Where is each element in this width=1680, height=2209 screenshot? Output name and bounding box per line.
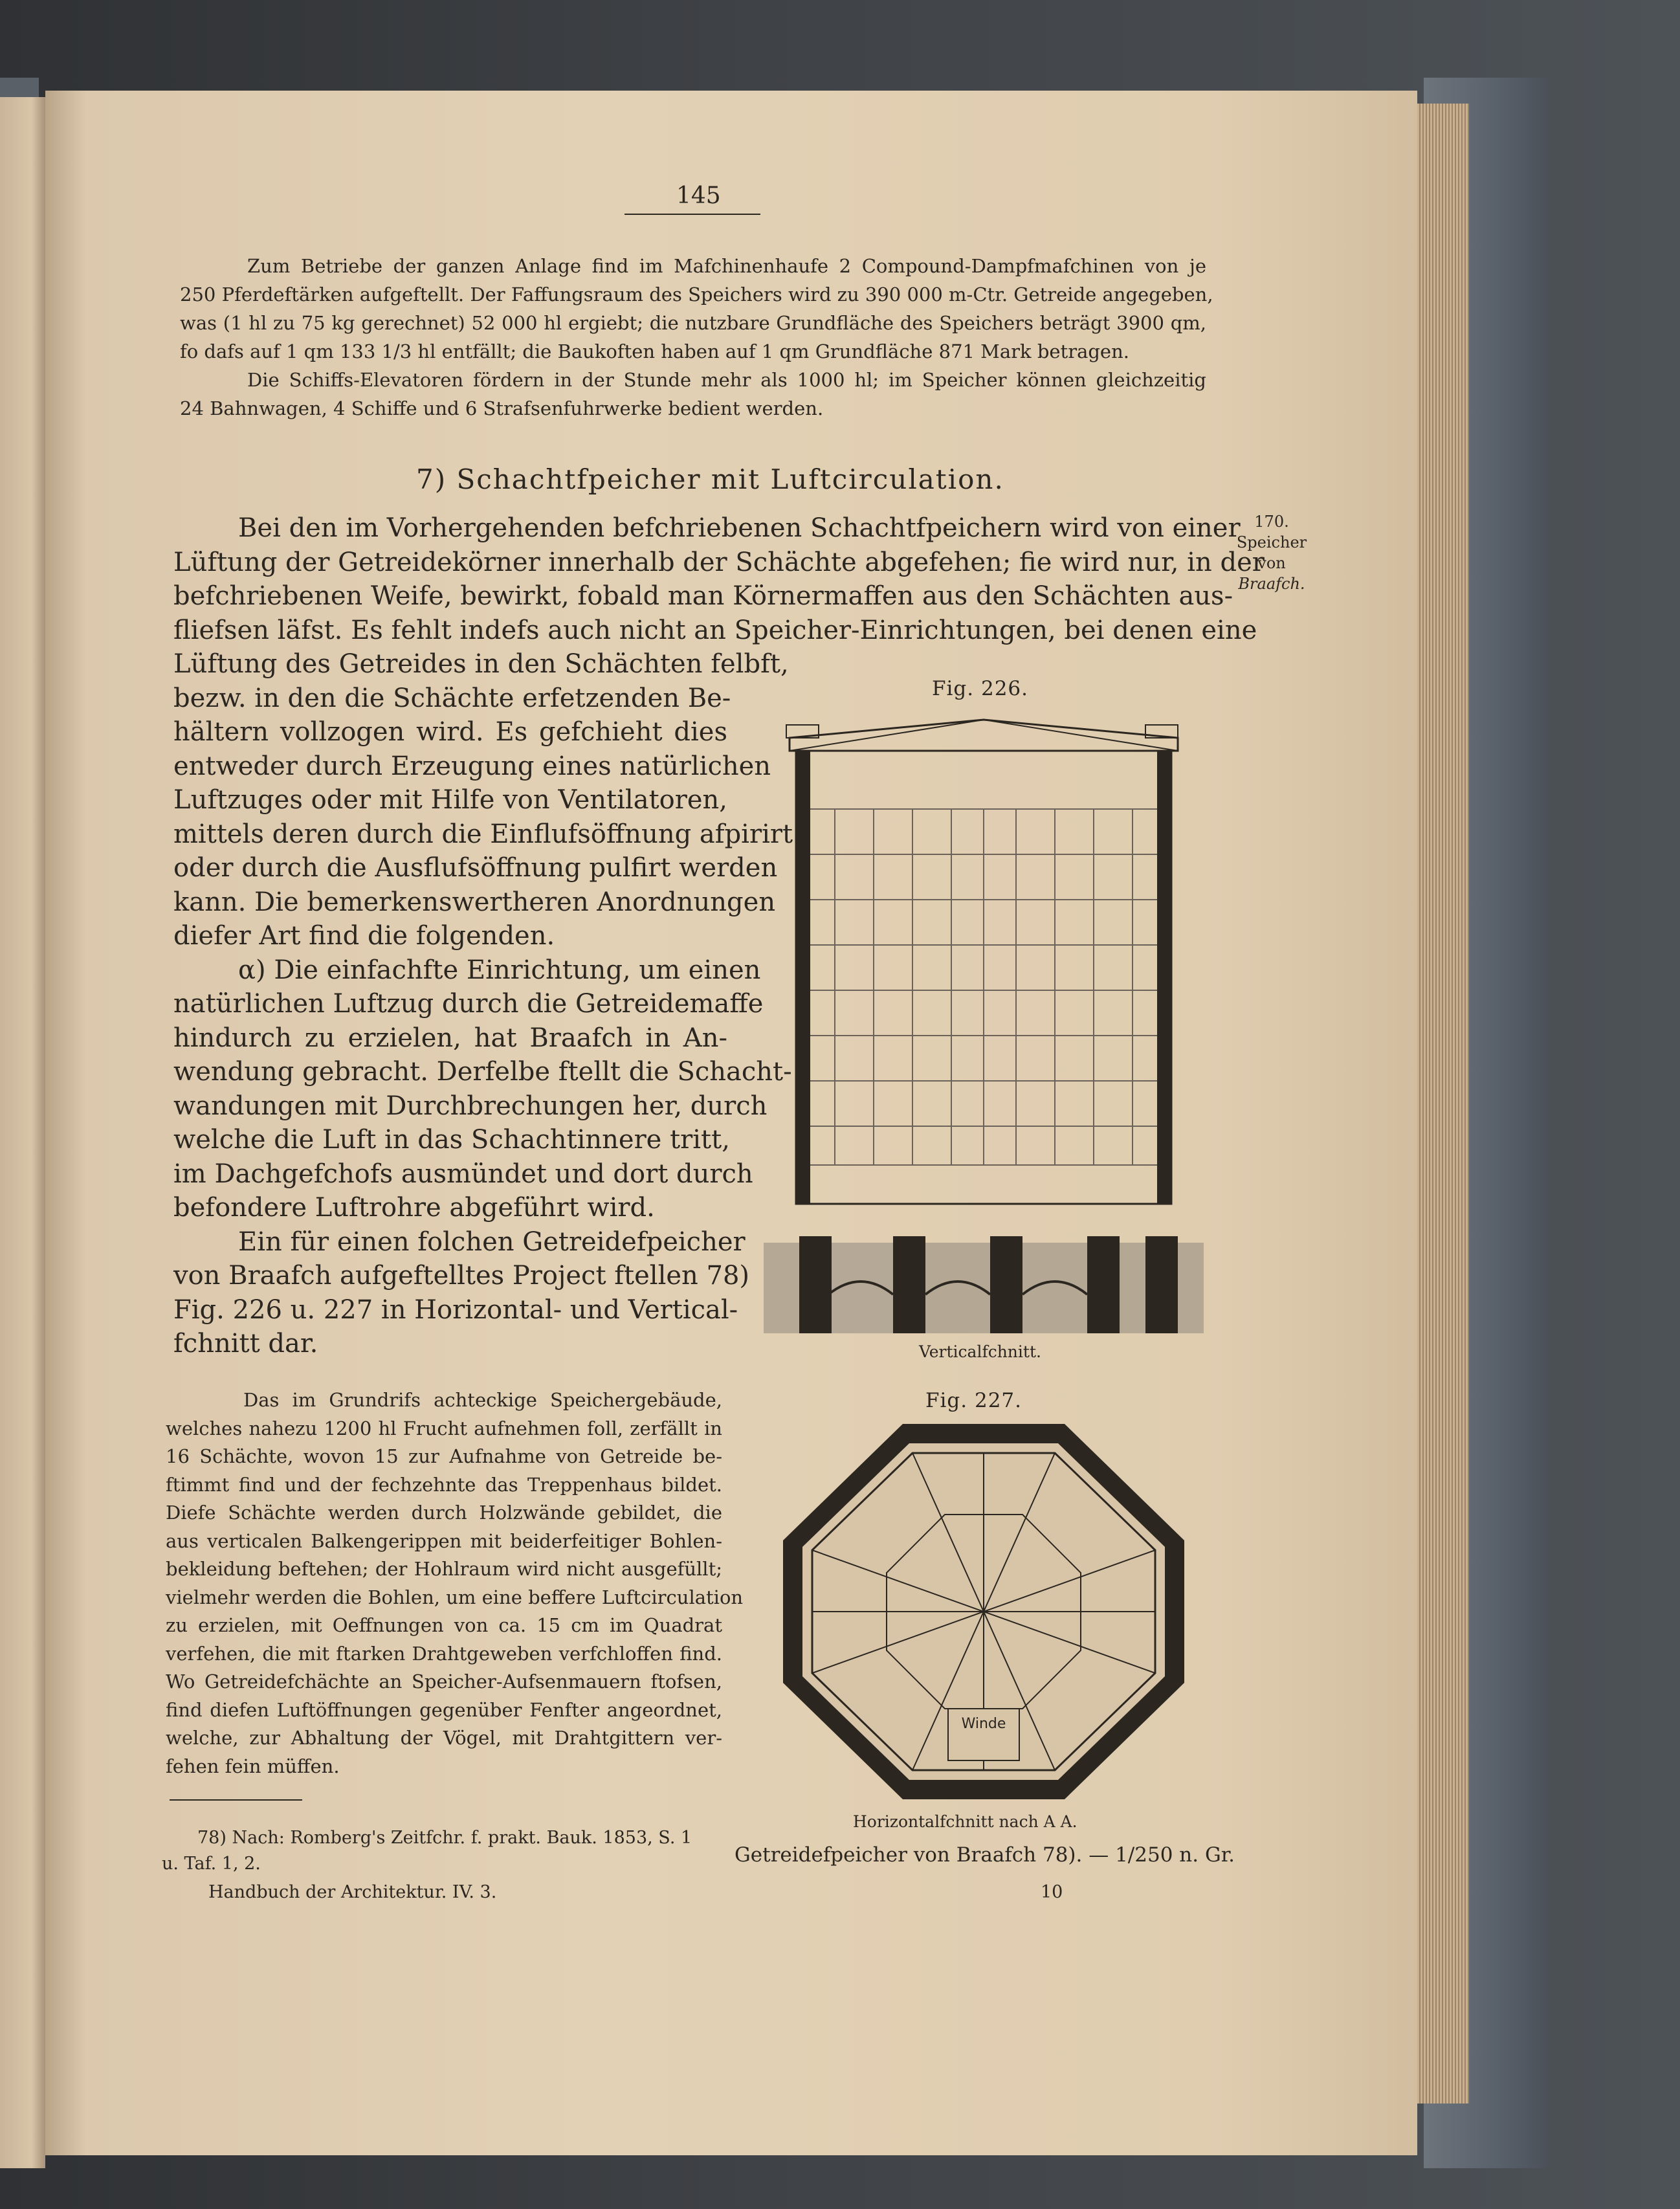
- footer-left: Handbuch der Architektur. IV. 3.: [208, 1882, 497, 1902]
- text-line: Diefe Schächte werden durch Holzwände gebildet, die: [166, 1502, 722, 1524]
- text-line: welche die Luft in das Schachtinnere tritt,: [173, 1125, 730, 1155]
- small-text-narrow: [166, 1386, 744, 1781]
- text-line: vielmehr werden die Bohlen, um eine beffere Luftcirculation: [166, 1586, 744, 1608]
- text-line: Lüftung der Getreidekörner innerhalb der Schächte abgefehen; fie wird nur, in der: [173, 547, 1265, 577]
- margin-note-line: Braafch.: [1238, 575, 1305, 593]
- text-line: welches nahezu 1200 hl Frucht aufnehmen foll, zerfällt in: [166, 1417, 722, 1439]
- text-line: hältern vollzogen wird. Es gefchieht dies: [173, 717, 727, 747]
- text-line: 250 Pferdeftärken aufgeftellt. Der Faffungsraum des Speichers wird zu 390 000 m-Ctr. Getreide angegeben,: [180, 283, 1213, 305]
- text-line: Das im Grundrifs achteckige Speichergebäude,: [243, 1389, 722, 1411]
- text-line: fo dafs auf 1 qm 133 1/3 hl entfällt; die Baukoften haben auf 1 qm Grundfläche 871 Mark betragen.: [180, 340, 1129, 362]
- text-line: aus verticalen Balkengerippen mit beiderfeitiger Bohlen-: [166, 1529, 722, 1552]
- margin-note-line: Speicher: [1236, 533, 1307, 551]
- figures-caption: Getreidefpeicher von Braafch 78). — 1/250 n. Gr.: [735, 1843, 1235, 1867]
- text-line: mittels deren durch die Einflufsöffnung afpirirt: [173, 819, 793, 849]
- winde-label: Winde: [961, 1716, 1006, 1732]
- text-line: Die Schiffs-Elevatoren fördern in der Stunde mehr als 1000 hl; im Speicher können gleichzeitig: [247, 369, 1206, 391]
- page-number-rule: [624, 214, 760, 215]
- text-line: Luftzuges oder mit Hilfe von Ventilatoren,: [173, 785, 727, 815]
- text-line: natürlichen Luftzug durch die Getreidemaffe: [173, 989, 764, 1019]
- figure-227-label: Fig. 227.: [925, 1389, 1022, 1412]
- text-line: welche, zur Abhaltung der Vögel, mit Drahtgittern ver-: [166, 1727, 722, 1749]
- text-line: entweder durch Erzeugung eines natürlichen: [173, 751, 771, 781]
- text-line: fchnitt dar.: [173, 1329, 318, 1359]
- page-number: 145: [676, 183, 721, 209]
- margin-note-line: 170.: [1254, 513, 1289, 531]
- text-line: von Braafch aufgeftelltes Project ftellen 78): [173, 1261, 750, 1291]
- text-line: im Dachgefchofs ausmündet und dort durch: [173, 1159, 753, 1189]
- footnote-line: 78) Nach: Romberg's Zeitfchr. f. prakt. Bauk. 1853, S. 1: [197, 1828, 692, 1848]
- text-line: Wo Getreidefchächte an Speicher-Aufsenmauern ftofsen,: [166, 1671, 722, 1693]
- text-line: Fig. 226 u. 227 in Horizontal- und Vertical-: [173, 1294, 738, 1325]
- text-line: kann. Die bemerkenswertheren Anordnungen: [173, 887, 776, 917]
- section-heading: 7) Schachtfpeicher mit Luftcirculation.: [416, 463, 1004, 495]
- text-line: α) Die einfachfte Einrichtung, um einen: [238, 955, 761, 985]
- text-line: hindurch zu erzielen, hat Braafch in An-: [173, 1023, 727, 1053]
- text-line: oder durch die Ausflufsöffnung pulfirt werden: [173, 853, 778, 883]
- figure-227-horizontal-section: [777, 1417, 1191, 1806]
- text-line: fliefsen läfst. Es fehlt indefs auch nicht an Speicher-Einrichtungen, bei denen eine: [173, 615, 1257, 645]
- text-line: Bei den im Vorhergehenden befchriebenen Schachtfpeichern wird von einer: [238, 513, 1241, 543]
- text-line: befondere Luftrohre abgeführt wird.: [173, 1193, 655, 1223]
- text-line: wandungen mit Durchbrechungen her, durch: [173, 1091, 768, 1121]
- text-line: ftimmt find und der fechzehnte das Treppenhaus bildet.: [166, 1473, 722, 1496]
- footnote-rule: [170, 1799, 302, 1801]
- text-line: bezw. in den die Schächte erfetzenden Be-: [173, 683, 731, 713]
- body-text-full: [173, 511, 1265, 647]
- figure-226-vertical-section: [751, 712, 1217, 1333]
- figure-226-caption: Verticalfchnitt.: [919, 1342, 1041, 1361]
- figure-226-label: Fig. 226.: [932, 677, 1028, 700]
- text-line: fehen fein müffen.: [166, 1755, 340, 1777]
- text-line: was (1 hl zu 75 kg gerechnet) 52 000 hl ergiebt; die nutzbare Grundfläche des Speichers beträgt 3900 qm,: [180, 312, 1206, 334]
- text-line: Zum Betriebe der ganzen Anlage find im Mafchinenhaufe 2 Compound-Dampfmafchinen von je: [247, 255, 1206, 277]
- text-line: zu erzielen, mit Oeffnungen von ca. 15 cm im Quadrat: [166, 1614, 722, 1636]
- text-line: verfehen, die mit ftarken Drahtgeweben verfchloffen find.: [166, 1642, 722, 1665]
- text-line: befchriebenen Weife, bewirkt, fobald man Körnermaffen aus den Schächten aus-: [173, 581, 1233, 611]
- body-text-narrow: [173, 647, 793, 1361]
- text-line: bekleidung beftehen; der Hohlraum wird nicht ausgefüllt;: [166, 1558, 722, 1580]
- intro-text: [180, 252, 1213, 423]
- text-line: 24 Bahnwagen, 4 Schiffe und 6 Strafsenfuhrwerke bedient werden.: [180, 397, 824, 419]
- text-line: 16 Schächte, wovon 15 zur Aufnahme von Getreide be-: [166, 1445, 722, 1467]
- footer-right: 10: [1041, 1882, 1063, 1902]
- facing-page-edge: [0, 97, 45, 2168]
- text-line: diefer Art find die folgenden.: [173, 921, 555, 951]
- text-line: find diefen Luftöffnungen gegenüber Fenfter angeordnet,: [166, 1698, 722, 1721]
- figure-227-caption: Horizontalfchnitt nach A A.: [853, 1812, 1078, 1831]
- margin-note-line: von: [1257, 554, 1286, 572]
- text-line: wendung gebracht. Derfelbe ftellt die Schacht-: [173, 1057, 792, 1087]
- text-line: Ein für einen folchen Getreidefpeicher: [238, 1227, 746, 1257]
- text-line: Lüftung des Getreides in den Schächten felbft,: [173, 649, 789, 679]
- footnote-line: u. Taf. 1, 2.: [162, 1854, 261, 1874]
